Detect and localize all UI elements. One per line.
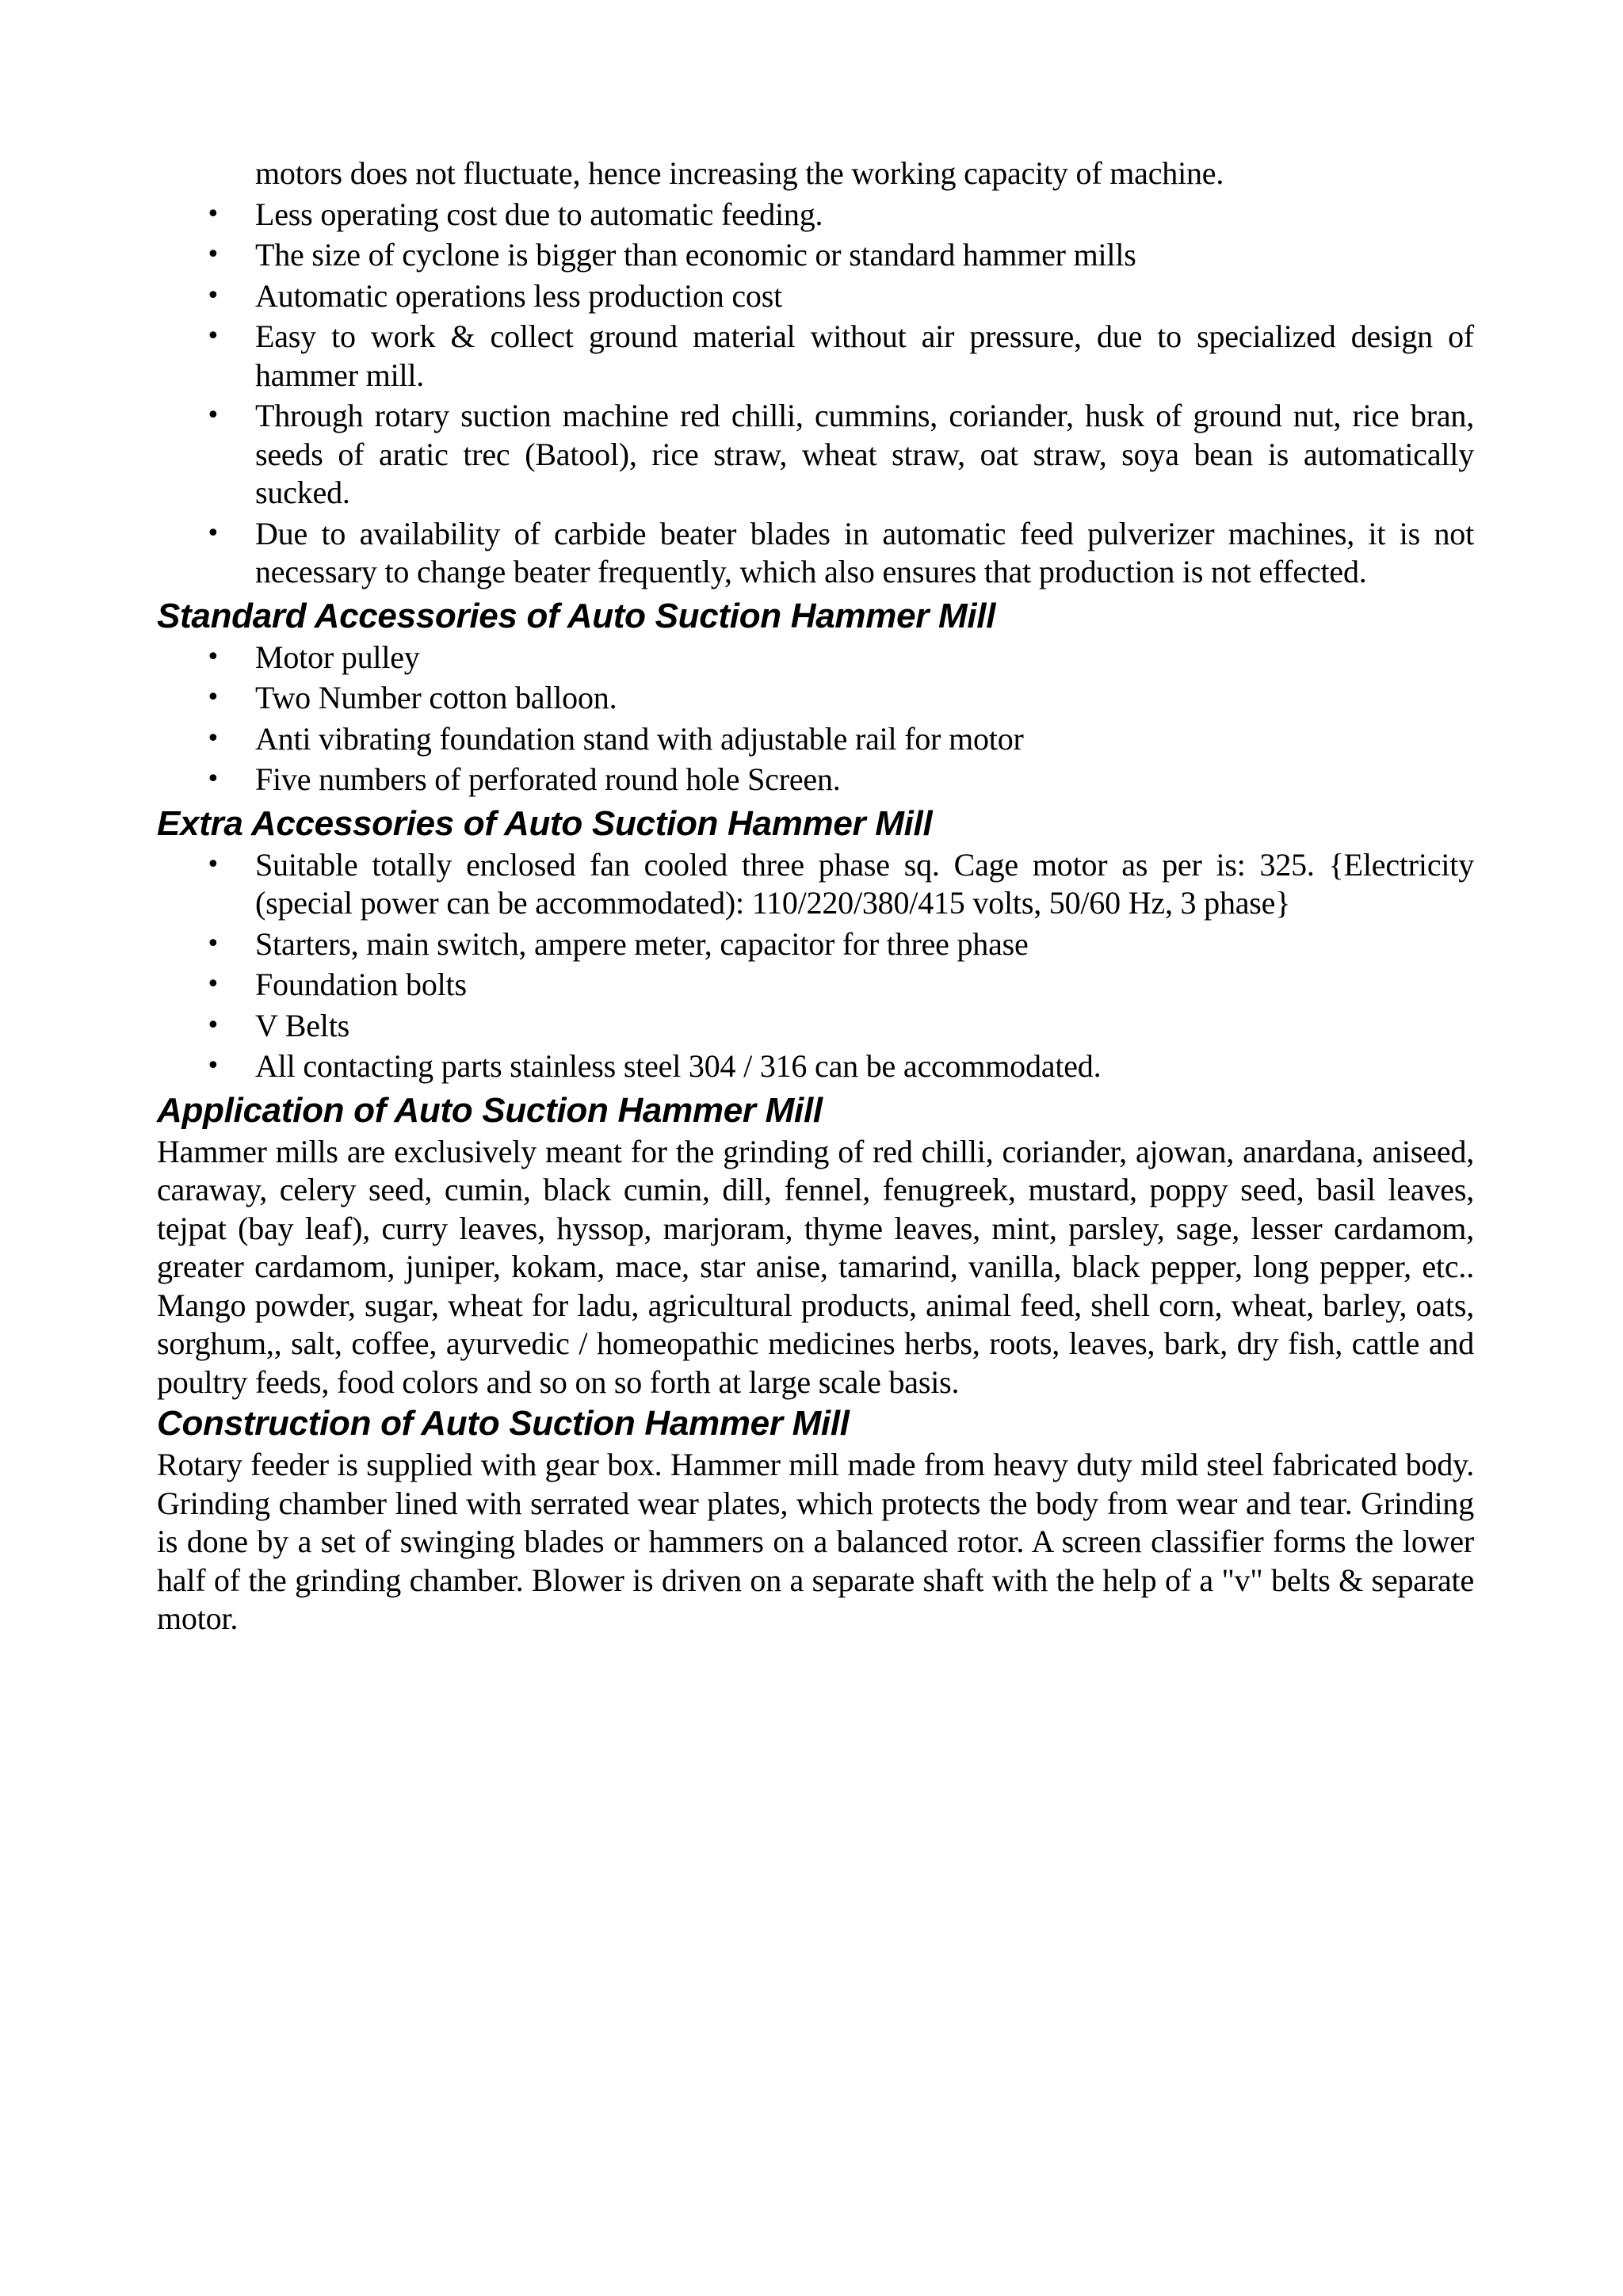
bullet-icon: • xyxy=(206,724,220,753)
bullet-icon: • xyxy=(206,402,220,429)
bullet-icon: • xyxy=(206,519,220,547)
document-page xyxy=(157,154,1474,1638)
bullet-icon: • xyxy=(206,1011,220,1039)
list-item: • Suitable totally enclosed fan cooled three phase sq. Cage motor as per is: 325. {Electricity (special power can be accommodated): 110/220/380/415 volts, 50/60 Hz, 3 phase} xyxy=(206,846,1474,921)
section-heading-construction: Construction of Auto Suction Hammer Mill xyxy=(157,1404,850,1443)
list-item: • Foundation bolts xyxy=(255,966,1474,1005)
list-item: • The size of cyclone is bigger than economic or standard hammer mills xyxy=(255,236,1474,275)
section-heading-application: Application of Auto Suction Hammer Mill xyxy=(157,1090,823,1130)
bullet-icon: • xyxy=(206,929,220,958)
bullet-icon: • xyxy=(206,1052,220,1080)
list-item: • Due to availability of carbide beater blades in automatic feed pulverizer machines, it is not necessary to change beater frequently, which also ensures that production is not effected. xyxy=(206,515,1474,589)
bullet-icon: • xyxy=(206,281,220,310)
list-item: • Motor pulley xyxy=(255,639,1474,677)
list-item: • Easy to work & collect ground material without air pressure, due to specialized design of hammer mill. xyxy=(206,318,1474,393)
list-item: • Anti vibrating foundation stand with adjustable rail for motor xyxy=(255,720,1474,759)
bullet-icon: • xyxy=(206,971,220,998)
list-item: • Automatic operations less production cost xyxy=(255,277,1474,316)
application-paragraph: Hammer mills are exclusively meant for the grinding of red chilli, coriander, ajowan, anardana, aniseed, caraway, celery seed, cumin, black cumin, dill, fennel, fenugreek, mustard, poppy seed, basil leaves, tejpat (bay leaf), curry leaves, hyssop, marjoram, thyme leaves, mint, parsley, sage, lesser cardamom, greater cardamom, juniper, kokam, mace, star anise, tamarind, vanilla, black pepper, long pepper, etc.. Mango powder, sugar, wheat for ladu, agricultural products, animal feed, shell corn, wheat, barley, oats, sorghum,, salt, coffee, ayurvedic / homeopathic medicines herbs, roots, leaves, bark, dry fish, cattle and poultry feeds, food colors and so on so forth at large scale basis. xyxy=(157,1133,1474,1400)
list-item: • V Belts xyxy=(255,1007,1474,1046)
list-item: • Less operating cost due to automatic feeding. xyxy=(255,196,1474,235)
list-item: • Starters, main switch, ampere meter, capacitor for three phase xyxy=(255,925,1474,964)
bullet-icon: • xyxy=(206,684,220,711)
bullet-icon: • xyxy=(206,765,220,793)
list-item: • All contacting parts stainless steel 304 / 316 can be accommodated. xyxy=(255,1047,1474,1086)
list-item: • Two Number cotton balloon. xyxy=(255,679,1474,718)
bullet-icon: • xyxy=(206,200,220,228)
list-item: • Through rotary suction machine red chilli, cummins, coriander, husk of ground nut, rice bran, seeds of aratic trec (Batool), rice straw, wheat straw, oat straw, soya bean is automatically sucked. xyxy=(206,398,1474,510)
standard-accessories-list xyxy=(157,639,1474,799)
list-item: • Five numbers of perforated round hole Screen. xyxy=(255,761,1474,799)
bullet-icon: • xyxy=(206,322,220,350)
bullet-icon: • xyxy=(206,850,220,879)
section-heading-extra-accessories: Extra Accessories of Auto Suction Hammer Mill xyxy=(157,803,933,843)
bullet-icon: • xyxy=(206,241,220,269)
section-heading-standard-accessories: Standard Accessories of Auto Suction Hammer Mill xyxy=(157,596,996,635)
extra-accessories-list xyxy=(157,846,1474,1086)
construction-paragraph: Rotary feeder is supplied with gear box. Hammer mill made from heavy duty mild steel fabricated body. Grinding chamber lined with serrated wear plates, which protects the body from wear and tear. Grinding is done by a set of swinging blades or hammers on a balanced rotor. A screen classifier forms the lower half of the grinding chamber. Blower is driven on a separate shaft with the help of a "v" belts & separate motor. xyxy=(157,1447,1474,1636)
continued-bullet-text: motors does not fluctuate, hence increasing the working capacity of machine. xyxy=(255,155,1224,191)
advantages-list xyxy=(157,196,1474,592)
bullet-icon: • xyxy=(206,643,220,671)
